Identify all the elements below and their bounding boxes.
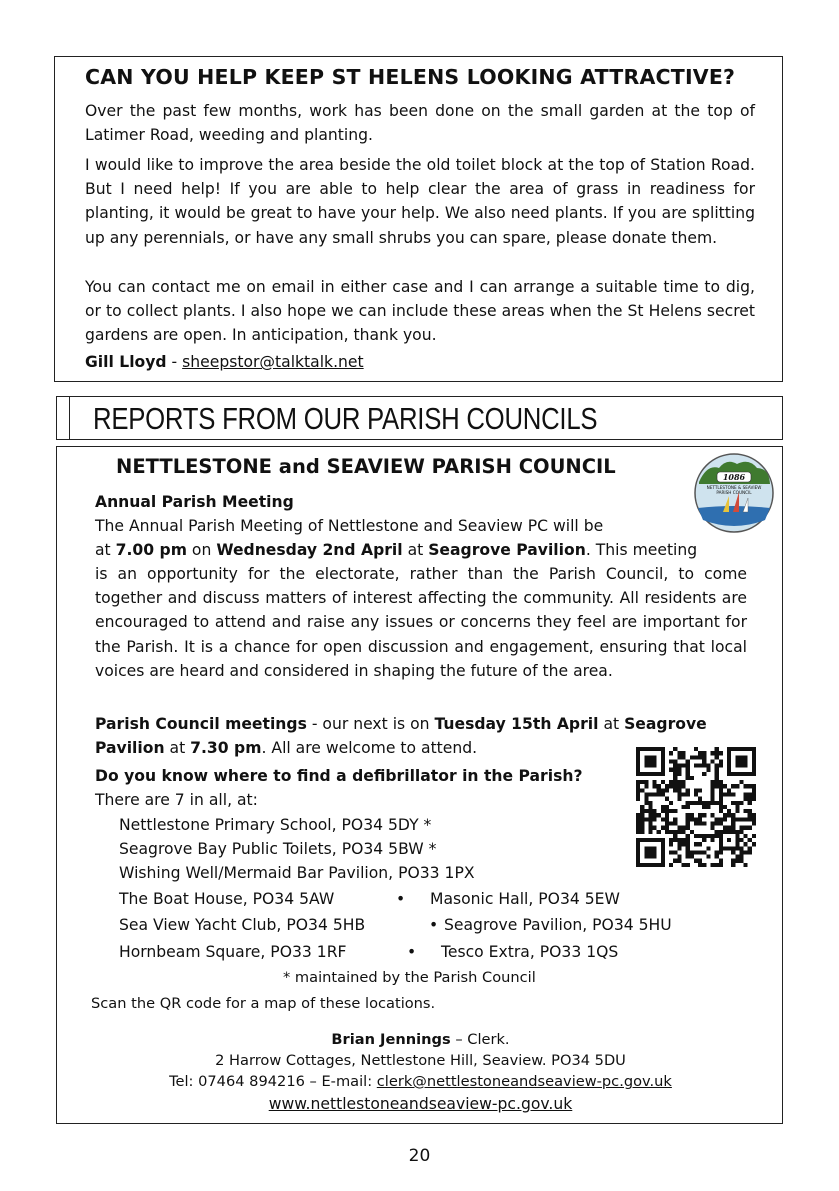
agm-line-2 [95,538,697,562]
defib-location: Hornbeam Square, PO33 1RF [119,943,347,961]
pcm-heading: Parish Council meetings [95,715,307,733]
agm-description: is an opportunity for the electorate, rather than the Parish Council, to come together and discuss matters of interest affecting the community. All residents are encouraged to attend and raise any issues or concerns they feel are important for the Parish. It is a chance for open discussion and engagement, ensuring that local voices are heard and considered in shaping the future of the area. [95,565,747,680]
logo-name-line2: PARISH COUNCIL [716,490,752,495]
defib-location: Sea View Yacht Club, PO34 5HB [119,916,366,934]
website-link[interactable]: www.nettlestoneandseaview-pc.gov.uk [268,1095,573,1113]
pcm-rest: . All are welcome to attend. [261,739,478,757]
council-logo [693,452,775,534]
clerk-line [57,1030,784,1051]
agm-heading: Annual Parish Meeting [95,493,294,511]
defib-intro: There are 7 in all, at: [95,791,258,809]
contact-line [57,1072,784,1093]
agm-line-1: The Annual Parish Meeting of Nettlestone and Seaview PC will be [95,517,604,535]
appeal-title: CAN YOU HELP KEEP ST HELENS LOOKING ATTRACTIVE? [85,65,736,89]
qr-note: Scan the QR code for a map of these locations. [91,995,436,1012]
banner-title: REPORTS FROM OUR PARISH COUNCILS [93,401,598,436]
appeal-paragraph-2: I would like to improve the area beside the old toilet block at the top of Station Road. But I need help! If you are able to help clear the area of grass in readiness for planting, it would be great to have your help. We also need plants. If you are splitting up any perennials, or have any small shrubs you can spare, please donate them. [85,156,755,247]
appeal-signature [85,353,364,371]
defib-location: Tesco Extra, PO33 1QS [441,943,619,961]
defib-location: Wishing Well/Mermaid Bar Pavilion, PO33 1PX [119,864,475,882]
author-email-link[interactable]: sheepstor@talktalk.net [182,353,364,371]
website-line [57,1094,784,1115]
bullet-separator: • [429,916,439,934]
defib-location: Masonic Hall, PO34 5EW [430,890,620,908]
agm-time: 7.00 pm [115,541,187,559]
agm-at-text-2: at [402,541,429,559]
clerk-address: 2 Harrow Cottages, Nettlestone Hill, Seaview. PO34 5DU [215,1052,626,1069]
bullet-separator: • [396,890,406,908]
agm-at-text: at [95,541,116,559]
pcm-line-2 [95,736,477,760]
appeal-paragraph-3: You can contact me on email in either case and I can arrange a suitable time to dig, or to collect plants. I also hope we can include these areas when the St Helens secret gardens are open. In anticipation, thank you. [85,278,755,345]
tel-text: Tel: 07464 894216 – E-mail: [169,1073,377,1090]
agm-venue: Seagrove Pavilion [428,541,586,559]
pcm-line-1 [95,712,707,736]
defib-location: Nettlestone Primary School, PO34 5DY * [119,816,432,834]
section-banner [56,396,783,440]
council-title: NETTLESTONE and SEAVIEW PARISH COUNCIL [116,455,616,478]
parish-council-box [56,446,783,1124]
gardening-appeal-box [54,56,783,382]
logo-name-line1: NETTLESTONE & SEAVIEW [706,485,762,490]
pcm-at: at [598,715,625,733]
defib-heading: Do you know where to find a defibrillator in the Parish? [95,767,583,785]
pcm-date: Tuesday 15th April [434,715,599,733]
bullet-separator: • [407,943,417,961]
agm-date: Wednesday 2nd April [216,541,403,559]
pcm-at-2: at [164,739,191,757]
page-number: 20 [408,1146,431,1166]
agm-rest: . This meeting [585,541,698,559]
defib-location: The Boat House, PO34 5AW [119,890,335,908]
signature-separator: - [166,353,183,371]
author-name: Gill Lloyd [85,353,167,371]
footnote: * maintained by the Parish Council [283,969,536,986]
pcm-venue-part2: Pavilion [95,739,165,757]
clerk-name: Brian Jennings [331,1031,451,1048]
defib-location: Seagrove Bay Public Toilets, PO34 5BW * [119,840,437,858]
qr-code[interactable] [636,747,756,867]
clerk-email-link[interactable]: clerk@nettlestoneandseaview-pc.gov.uk [376,1073,672,1090]
defib-location: Seagrove Pavilion, PO34 5HU [444,916,672,934]
clerk-role: – Clerk. [450,1031,510,1048]
pcm-time: 7.30 pm [190,739,262,757]
banner-side-bar [59,397,70,439]
appeal-paragraph-1: Over the past few months, work has been done on the small garden at the top of Latimer Road, weeding and planting. [85,102,755,145]
agm-on-text: on [186,541,217,559]
logo-year: 1086 [722,472,746,482]
pcm-text: - our next is on [306,715,435,733]
pcm-venue-part1: Seagrove [624,715,707,733]
